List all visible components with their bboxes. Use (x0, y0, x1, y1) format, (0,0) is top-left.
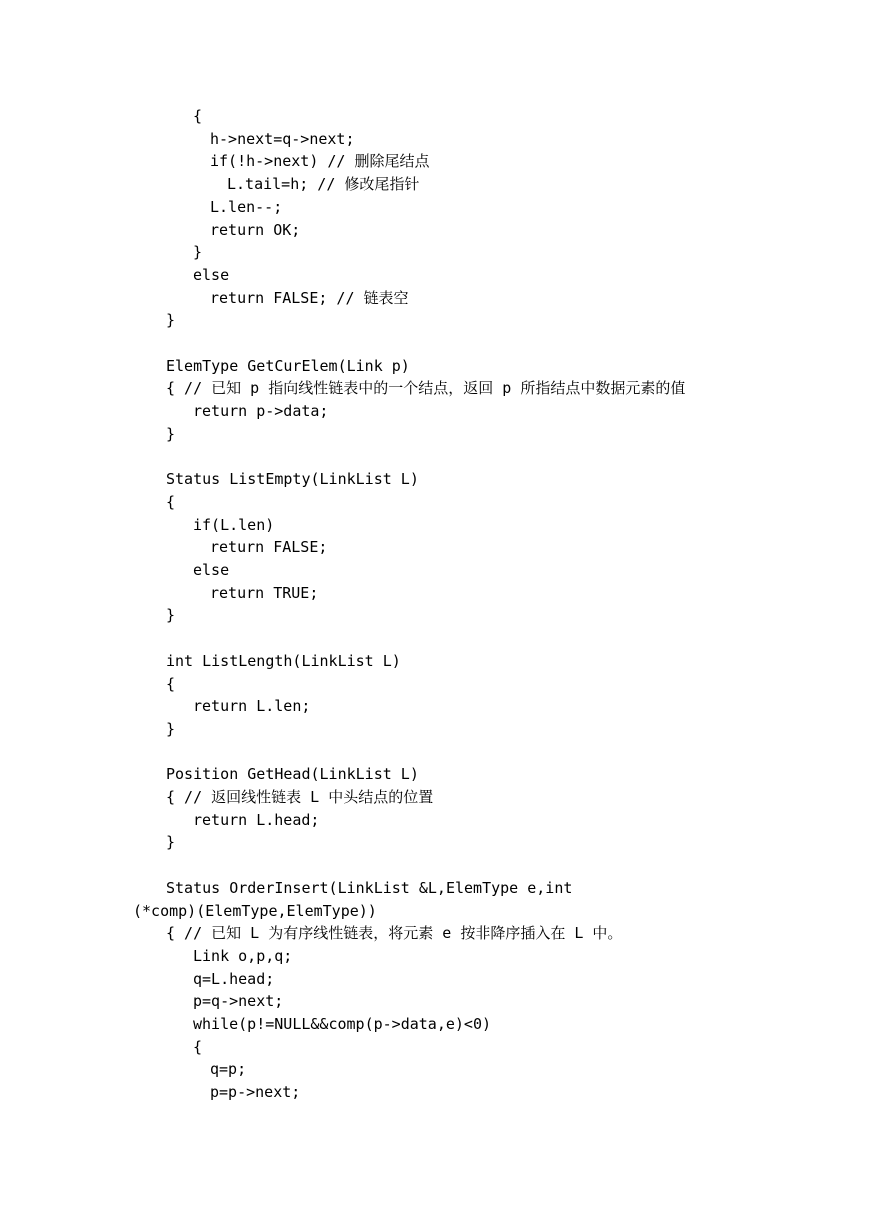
code-line: { (193, 1037, 203, 1056)
code-line: while(p!=NULL&&comp(p->data,e)<0) (193, 1015, 492, 1033)
code-line: } (166, 833, 176, 852)
code-line: else (193, 265, 230, 284)
code-line: int ListLength(LinkList L) (166, 651, 401, 670)
code-line: ElemType GetCurElem(Link p) (166, 356, 410, 375)
code-line: L.len--; (210, 197, 283, 216)
code-line: } (166, 424, 176, 443)
code-line: Status ListEmpty(LinkList L) (166, 470, 419, 489)
code-line: return FALSE; (210, 538, 328, 557)
code-line: L.tail=h; // 修改尾指针 (227, 175, 420, 194)
code-line: } (166, 311, 176, 330)
code-line: } (166, 719, 176, 738)
code-line: return L.head; (193, 810, 320, 829)
code-line: return TRUE; (210, 583, 319, 602)
code-line: Status OrderInsert(LinkList &L,ElemType e,int (166, 878, 573, 897)
code-line: { // 已知 L 为有序线性链表，将元素 e 按非降序插入在 L 中。 (166, 924, 623, 943)
code-line: { (166, 492, 176, 511)
code-line: Position GetHead(LinkList L) (166, 765, 419, 784)
code-line: return p->data; (193, 402, 329, 421)
code-line: { (166, 674, 176, 693)
code-line: { // 已知 p 指向线性链表中的一个结点，返回 p 所指结点中数据元素的值 (166, 379, 686, 398)
code-line: q=L.head; (193, 969, 275, 988)
code-line: { // 返回线性链表 L 中头结点的位置 (166, 788, 434, 806)
code-line: Link o,p,q; (193, 946, 293, 965)
code-line: return L.len; (193, 697, 311, 716)
code-line: (*comp)(ElemType,ElemType)) (133, 901, 377, 920)
code-line: q=p; (210, 1060, 247, 1079)
code-line: } (166, 606, 176, 625)
code-line: return OK; (210, 220, 301, 239)
code-line: return FALSE; // 链表空 (210, 288, 409, 307)
code-line: p=q->next; (193, 992, 284, 1011)
code-line: } (193, 243, 203, 262)
code-line: h->next=q->next; (210, 129, 355, 148)
code-line: { (193, 107, 203, 125)
code-line: if(!h->next) // 删除尾结点 (210, 152, 430, 171)
code-line: else (193, 561, 230, 579)
code-line: p=p->next; (210, 1083, 301, 1102)
code-line: if(L.len) (193, 515, 275, 534)
